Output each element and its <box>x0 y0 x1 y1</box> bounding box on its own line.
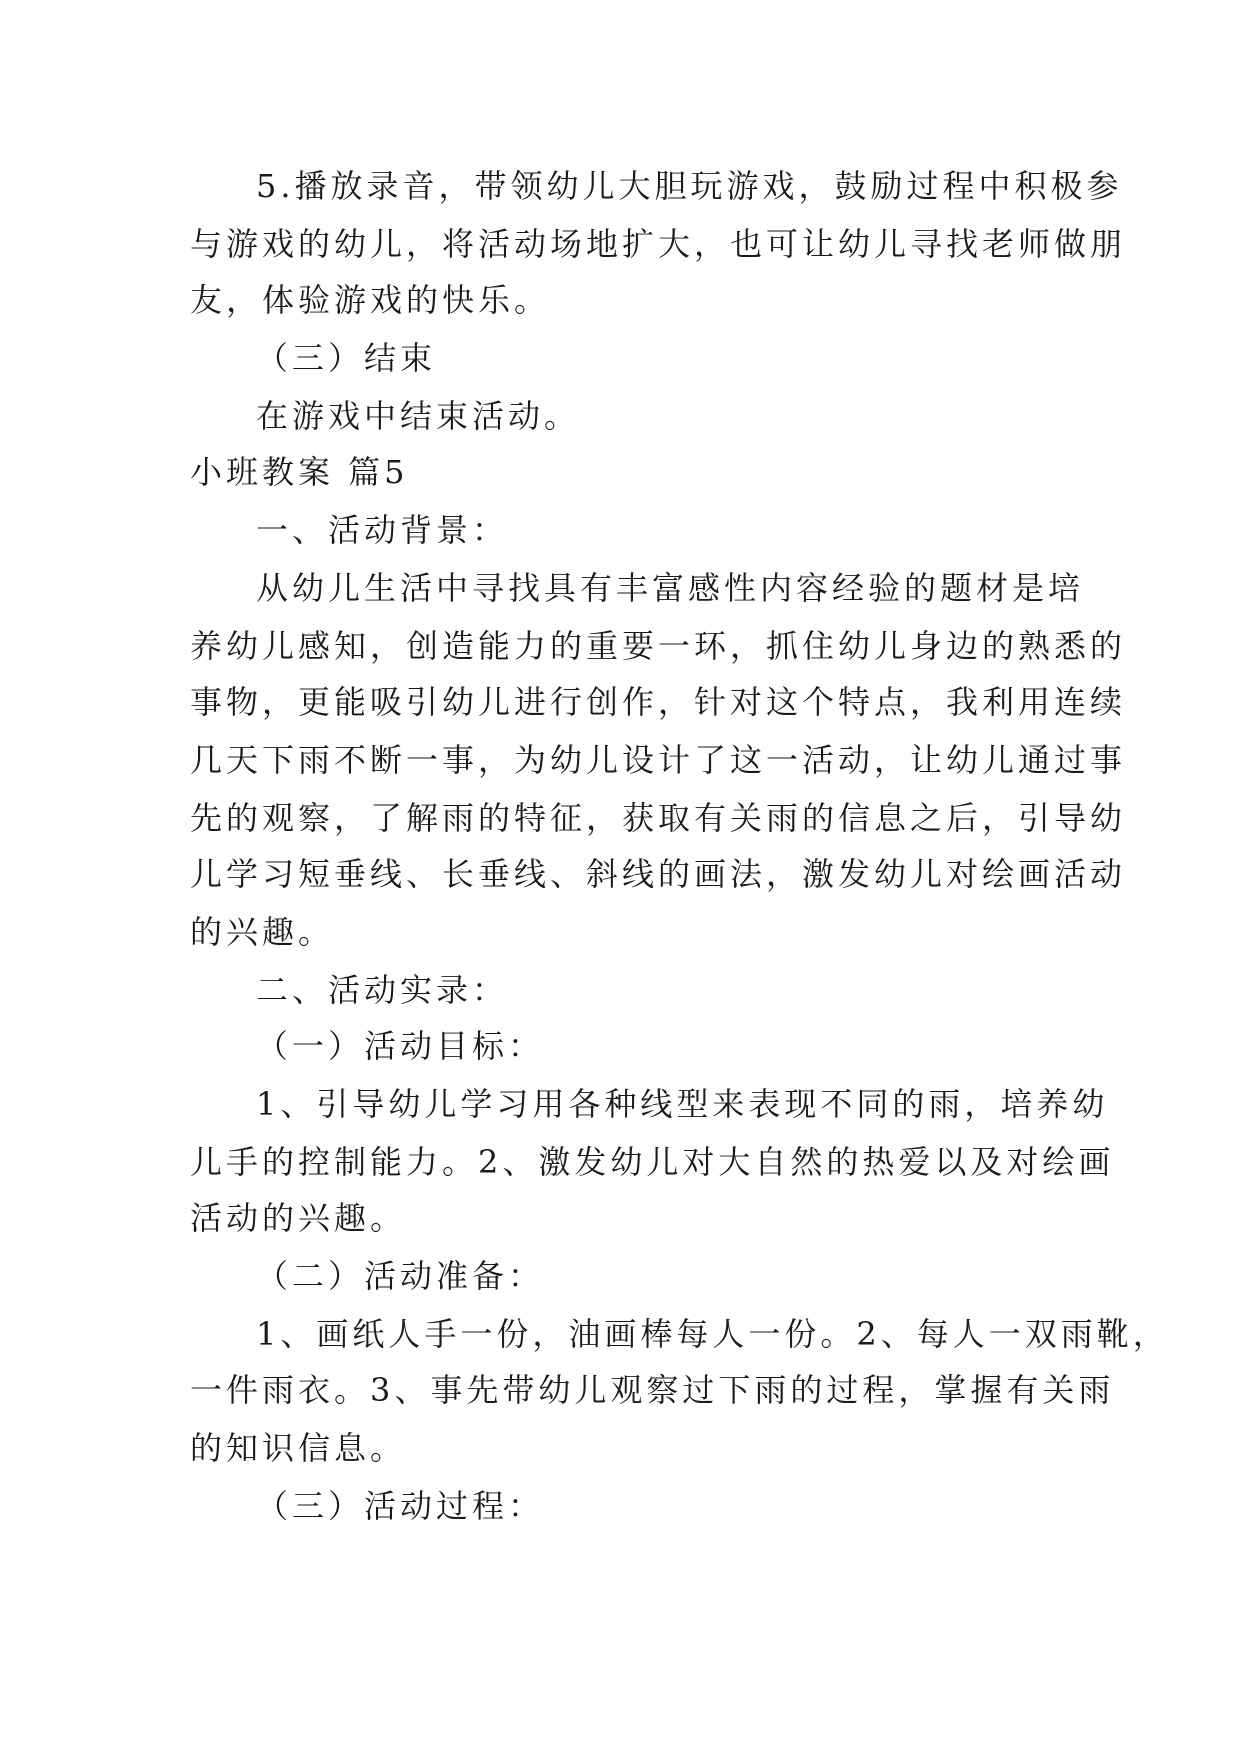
subsection-heading: （二）活动准备： <box>256 1257 545 1295</box>
subsection-heading: （三）活动过程： <box>256 1487 545 1525</box>
paragraph-line: 5.播放录音，带领幼儿大胆玩游戏，鼓励过程中积极参 <box>256 167 1123 205</box>
section-heading: （三）结束 <box>256 339 437 377</box>
paragraph-line: 几天下雨不断一事，为幼儿设计了这一活动，让幼儿通过事 <box>190 741 1127 779</box>
paragraph-line: 从幼儿生活中寻找具有丰富感性内容经验的题材是培 <box>256 569 1085 607</box>
document-title: 小班教案 篇5 <box>190 453 409 491</box>
paragraph-line: 友，体验游戏的快乐。 <box>190 281 551 319</box>
paragraph-line: 一件雨衣。3、事先带幼儿观察过下雨的过程，掌握有关雨 <box>190 1371 1115 1409</box>
subsection-heading: （一）活动目标： <box>256 1027 545 1065</box>
paragraph-line: 先的观察，了解雨的特征，获取有关雨的信息之后，引导幼 <box>190 799 1127 837</box>
paragraph-line: 儿学习短垂线、长垂线、斜线的画法，激发幼儿对绘画活动 <box>190 855 1127 893</box>
paragraph-line: 儿手的控制能力。2、激发幼儿对大自然的热爱以及对绘画 <box>190 1143 1115 1181</box>
paragraph-line: 1、画纸人手一份，油画棒每人一份。2、每人一双雨靴， <box>256 1315 1169 1353</box>
section-heading: 一、活动背景： <box>256 511 509 549</box>
paragraph-line: 事物，更能吸引幼儿进行创作，针对这个特点，我利用连续 <box>190 683 1127 721</box>
paragraph-line: 与游戏的幼儿，将活动场地扩大，也可让幼儿寻找老师做朋 <box>190 225 1127 263</box>
paragraph-line: 的兴趣。 <box>190 913 335 951</box>
paragraph-line: 的知识信息。 <box>190 1429 407 1467</box>
paragraph-line: 在游戏中结束活动。 <box>256 397 581 435</box>
paragraph-line: 养幼儿感知，创造能力的重要一环，抓住幼儿身边的熟悉的 <box>190 627 1127 665</box>
section-heading: 二、活动实录： <box>256 971 509 1009</box>
paragraph-line: 1、引导幼儿学习用各种线型来表现不同的雨，培养幼 <box>256 1085 1109 1123</box>
paragraph-line: 活动的兴趣。 <box>190 1199 407 1237</box>
